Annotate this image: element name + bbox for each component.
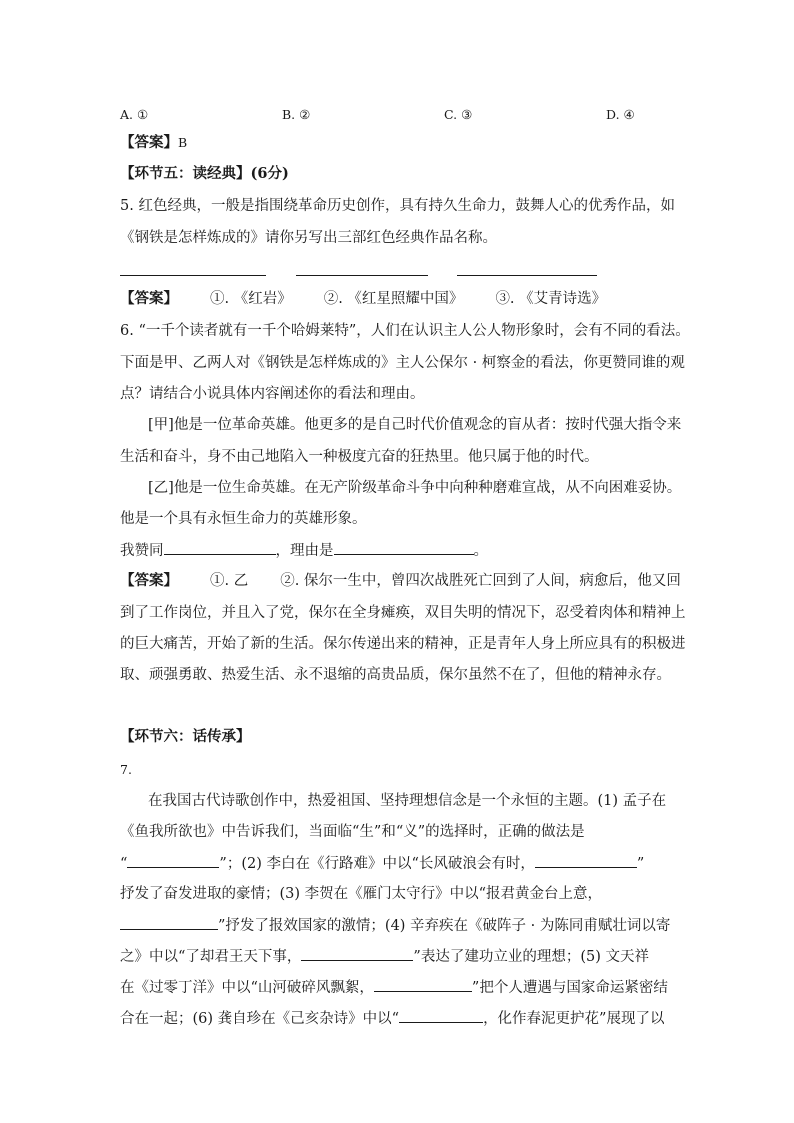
q7-blank-6[interactable] xyxy=(399,1008,483,1023)
q5-blank-2[interactable] xyxy=(296,275,428,276)
q7-line7-text-a: 在《过零丁洋》中以“山河破碎风飘絮， xyxy=(120,980,374,996)
q7-line8 xyxy=(120,1008,664,1029)
q7-line3-text: ”；(2) 李白在《行路难》中以“长风破浪会有时， xyxy=(219,856,535,872)
q6-agree-line xyxy=(120,540,488,561)
q6-line3: 点？请结合小说具体内容阐述你的看法和理由。 xyxy=(120,386,425,402)
q7-line7-text-b: ”把个人遭遇与国家命运紧密结 xyxy=(471,980,668,996)
option-d: D. ④ xyxy=(606,107,635,122)
q7-line6 xyxy=(120,946,649,967)
q5-answer-1: ①. 《红岩》 xyxy=(210,291,292,307)
q5-line2: 《钢铁是怎样炼成的》请你另写出三部红色经典作品名称。 xyxy=(120,230,497,246)
q7-line5 xyxy=(120,915,670,936)
q5-answer-line xyxy=(120,289,606,309)
q7-blank-2[interactable] xyxy=(535,853,637,868)
q6-answer-line3: 的巨大痛苦，开始了新的生活。保尔传递出来的精神，正是青年人身上所应具有的积极进 xyxy=(120,636,686,652)
q5-blank-3[interactable] xyxy=(457,275,597,276)
q6-answer-line4: 取、顽强勇敢、热爱生活、永不退缩的高贵品质，保尔虽然不在了，但他的精神永存。 xyxy=(120,667,671,683)
section5-title: 【环节五：读经典】(6分) xyxy=(120,165,289,182)
q7-line5-text: ”抒发了报效国家的激情；(4) 辛弃疾在《破阵子 · 为陈同甫赋壮词以寄 xyxy=(218,918,671,934)
q7-line4: 抒发了奋发进取的豪情；(3) 李贺在《雁门太守行》中以“报君黄金台上意， xyxy=(120,886,603,902)
q6-agree-prefix: 我赞同 xyxy=(120,543,164,559)
q7-blank-3[interactable] xyxy=(120,915,218,930)
q5-blank-1[interactable] xyxy=(120,275,266,276)
q6-answer-1: ①. 乙 xyxy=(210,573,249,589)
q6-agree-blank[interactable] xyxy=(164,540,276,555)
answer-label: 【答案】 xyxy=(120,572,178,589)
close-quote: ” xyxy=(636,856,645,872)
q6-answer-line1 xyxy=(120,571,681,591)
q7-line8-text-a: 合在一起；(6) 龚自珍在《己亥杂诗》中以“ xyxy=(120,1011,400,1027)
q6-line1: 6. “一千个读者就有一千个哈姆莱特”，人们在认识主人公人物形象时，会有不同的看法。 xyxy=(120,323,690,339)
q6-jia-line1: [甲]他是一位革命英雄。他更多的是自己时代价值观念的盲从者：按时代强大指令来 xyxy=(148,417,682,433)
answer-label: 【答案】 xyxy=(120,134,178,151)
q5-line1: 5. 红色经典，一般是指围绕革命历史创作，具有持久生命力，鼓舞人心的优秀作品，如 xyxy=(120,198,675,214)
q4-answer-value: B xyxy=(178,135,188,150)
q4-answer-line xyxy=(120,133,187,153)
section6-title: 【环节六：话传承】 xyxy=(120,728,251,745)
q6-line2: 下面是甲、乙两人对《钢铁是怎样炼成的》主人公保尔 · 柯察金的看法，你更赞同谁的观 xyxy=(120,355,685,371)
q7-blank-4[interactable] xyxy=(301,946,413,961)
option-c: C. ③ xyxy=(444,107,473,122)
q6-agree-end: 。 xyxy=(473,543,488,559)
q7-line6-text-b: ”表达了建功立业的理想；(5) 文天祥 xyxy=(413,949,649,965)
option-a: A. ① xyxy=(120,107,149,122)
q6-yi-line2: 他是一个具有永恒生命力的英雄形象。 xyxy=(120,511,367,527)
q7-line7 xyxy=(120,977,668,998)
q6-reason-prefix: ，理由是 xyxy=(275,543,334,559)
answer-label: 【答案】 xyxy=(120,290,178,307)
q7-line6-text-a: 之》中以“了却君王天下事， xyxy=(120,949,302,965)
option-b: B. ② xyxy=(282,107,311,122)
q7-line3 xyxy=(120,853,644,874)
q7-line8-text-b: ，化作春泥更护花”展现了以 xyxy=(483,1011,665,1027)
q6-answer-line2: 到了工作岗位，并且入了党，保尔在全身瘫痪，双目失明的情况下，忍受着肉体和精神上 xyxy=(120,605,686,621)
q7-blank-1[interactable] xyxy=(127,853,219,868)
q6-jia-line2: 生活和奋斗，身不由己地陷入一种极度亢奋的狂热里。他只属于他的时代。 xyxy=(120,449,599,465)
q6-answer-2: ②. 保尔一生中，曾四次战胜死亡回到了人间，病愈后，他又回 xyxy=(280,573,681,589)
q7-line1: 在我国古代诗歌创作中，热爱祖国、坚持理想信念是一个永恒的主题。(1) 孟子在 xyxy=(148,793,667,809)
q7-blank-5[interactable] xyxy=(374,977,472,992)
q6-yi-line1: [乙]他是一位生命英雄。在无产阶级革命斗争中向种种磨难宣战，从不向困难妥协。 xyxy=(148,480,682,496)
q7-line2: 《鱼我所欲也》中告诉我们，当面临“生”和“义”的选择时，正确的做法是 xyxy=(120,824,585,840)
open-quote: “ xyxy=(120,856,128,872)
q6-reason-blank[interactable] xyxy=(334,540,474,555)
q7-number: 7. xyxy=(120,762,132,777)
q5-answer-2: ②. 《红星照耀中国》 xyxy=(323,291,464,307)
q5-answer-3: ③. 《艾青诗选》 xyxy=(495,291,607,307)
